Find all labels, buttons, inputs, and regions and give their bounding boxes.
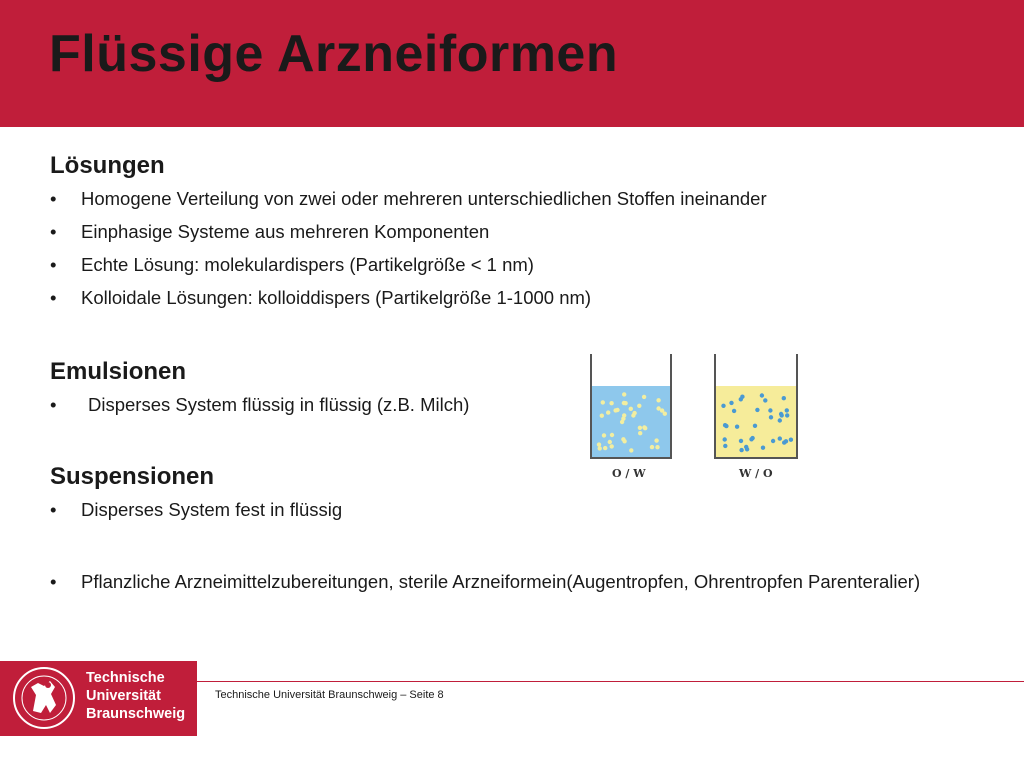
section-suspensionen-extra bbox=[50, 571, 990, 604]
section-loesungen bbox=[50, 152, 767, 320]
beaker-right-label: W / O bbox=[739, 467, 773, 480]
footer-divider bbox=[197, 681, 1024, 682]
heading-suspensionen: Suspensionen bbox=[50, 463, 215, 490]
droplet bbox=[789, 438, 793, 442]
bullet-list-loesungen bbox=[50, 188, 767, 309]
droplet bbox=[768, 408, 772, 412]
droplet bbox=[656, 398, 660, 402]
droplet bbox=[629, 407, 633, 411]
droplet bbox=[610, 444, 614, 448]
droplet bbox=[739, 448, 743, 452]
droplet bbox=[602, 433, 606, 437]
section-suspensionen bbox=[50, 463, 342, 532]
droplet bbox=[631, 413, 635, 417]
heading-emulsionen: Emulsionen bbox=[50, 358, 187, 385]
droplet bbox=[771, 439, 775, 443]
droplet bbox=[610, 433, 614, 437]
droplet bbox=[629, 448, 633, 452]
droplet bbox=[609, 401, 613, 405]
bullet-list-emulsionen bbox=[50, 394, 469, 416]
droplet bbox=[622, 392, 626, 396]
droplet bbox=[753, 424, 757, 428]
droplet bbox=[778, 418, 782, 422]
section-emulsionen bbox=[50, 358, 469, 427]
bullet-list-extra bbox=[50, 571, 990, 593]
droplet bbox=[613, 408, 617, 412]
droplet bbox=[654, 438, 658, 442]
footer-page-info: Technische Universität Braunschweig – Seite 8 bbox=[215, 689, 444, 701]
droplet bbox=[721, 404, 725, 408]
bullet-item: • Kolloidale Lösungen: kolloiddispers (Partikelgröße 1-1000 nm) bbox=[50, 287, 767, 309]
droplet bbox=[642, 395, 646, 399]
droplet bbox=[778, 436, 782, 440]
droplet bbox=[650, 445, 654, 449]
droplet bbox=[723, 437, 727, 441]
droplet bbox=[782, 440, 786, 444]
droplet bbox=[744, 445, 748, 449]
droplet bbox=[739, 397, 743, 401]
bullet-item: • Pflanzliche Arzneimittelzubereitungen, sterile Arzneiformein(Augentropfen, Ohrentropfen Parenteralier) bbox=[50, 571, 990, 593]
droplet bbox=[729, 401, 733, 405]
droplet bbox=[769, 415, 773, 419]
droplet bbox=[622, 439, 626, 443]
bullet-item: • Echte Lösung: molekulardispers (Partikelgröße < 1 nm) bbox=[50, 254, 767, 276]
bullet-item: • Einphasige Systeme aus mehreren Komponenten bbox=[50, 221, 767, 243]
droplet bbox=[597, 442, 601, 446]
logo-line1: Technische bbox=[86, 670, 165, 686]
beaker-left-label: O / W bbox=[612, 467, 646, 480]
droplet bbox=[760, 393, 764, 397]
droplet bbox=[724, 424, 728, 428]
logo-wordmark bbox=[86, 669, 185, 723]
droplet bbox=[598, 446, 602, 450]
droplet bbox=[782, 396, 786, 400]
droplet bbox=[755, 408, 759, 412]
bullet-item: • Disperses System fest in flüssig bbox=[50, 499, 342, 521]
droplet bbox=[785, 408, 789, 412]
droplet bbox=[603, 446, 607, 450]
logo-line2: Universität bbox=[86, 688, 161, 704]
droplet bbox=[785, 413, 789, 417]
droplet bbox=[655, 445, 659, 449]
bullet-item: • Homogene Verteilung von zwei oder mehreren unterschiedlichen Stoffen ineinander bbox=[50, 188, 767, 210]
emulsion-beakers-figure bbox=[585, 350, 805, 485]
bullet-item: • Disperses System flüssig in flüssig (z.B. Milch) bbox=[50, 394, 469, 416]
droplet bbox=[642, 425, 646, 429]
droplet bbox=[638, 431, 642, 435]
droplet bbox=[600, 414, 604, 418]
droplet bbox=[622, 413, 626, 417]
logo-line3: Braunschweig bbox=[86, 706, 186, 722]
droplet bbox=[606, 410, 610, 414]
bullet-list-suspensionen bbox=[50, 499, 342, 521]
droplet bbox=[761, 446, 765, 450]
droplet bbox=[763, 398, 767, 402]
droplet bbox=[749, 437, 753, 441]
droplet bbox=[723, 444, 727, 448]
droplet bbox=[735, 425, 739, 429]
droplet bbox=[660, 408, 664, 412]
droplet bbox=[637, 404, 641, 408]
droplet bbox=[780, 413, 784, 417]
droplet bbox=[638, 426, 642, 430]
slide-title: Flüssige Arzneiformen bbox=[49, 25, 619, 83]
droplet bbox=[623, 401, 627, 405]
droplet bbox=[601, 400, 605, 404]
droplet bbox=[608, 440, 612, 444]
droplet bbox=[732, 409, 736, 413]
droplet bbox=[739, 439, 743, 443]
heading-loesungen: Lösungen bbox=[50, 152, 165, 179]
